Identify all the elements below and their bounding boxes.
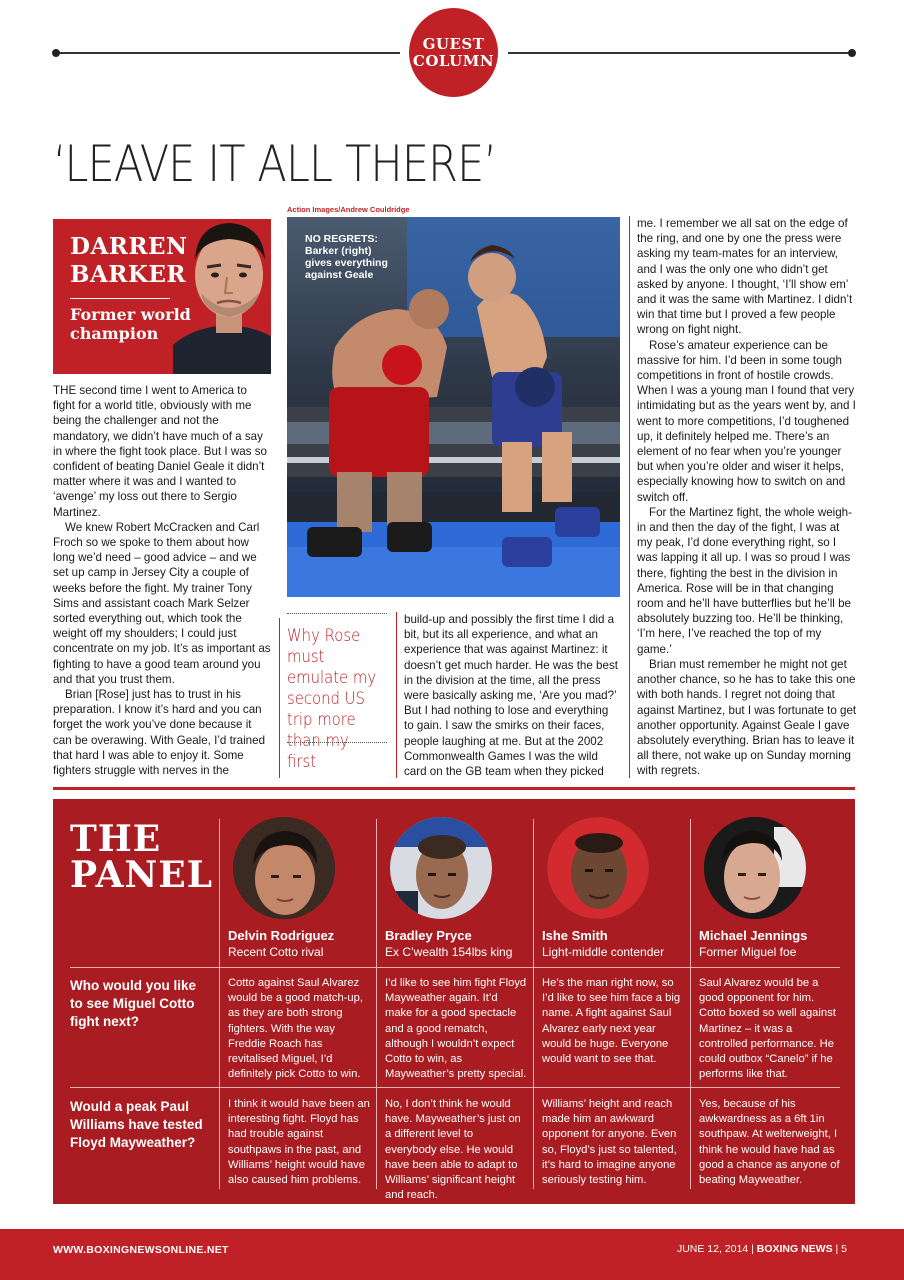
article-paragraph: We knew Robert McCracken and Carl Froch so we spoke to them about how long we’d need – good advice – and we set up camp in Jersey City a couple of weeks before the fight. My trainer Tony Sims and assistant coach Mark Selzer sorted everything out, which took the weight off my shoulders; I could just concentrate on my job. It’s as important as fighting to have a good team around you and that you trust them. xyxy=(53,520,271,686)
article-paragraph: build-up and possibly the first time I did a bit, but its all experience, and what an experience that was against Martinez: it doesn’t get much harder. He was the best in the division at the time, all the press were basically asking me, ‘Are you mad?’ But I had nothing to lose and everything to gain. I saw the smirks on their faces, people laughing at me. But at the 2002 Commonwealth Games I was the wild card on the GB team when they picked xyxy=(404,613,618,779)
author-first-name: DARREN xyxy=(70,233,188,260)
page-footer xyxy=(0,1229,904,1280)
panelist-role: Ex C’wealth 154lbs king xyxy=(385,945,513,959)
footer-separator: | xyxy=(751,1243,754,1255)
footer-publication: BOXING NEWS xyxy=(756,1243,833,1255)
footer-page-number: 5 xyxy=(841,1243,847,1255)
panel-title xyxy=(70,818,214,896)
panelist-photo-smith xyxy=(547,817,649,919)
fight-photo xyxy=(287,217,620,597)
guest-column-badge xyxy=(409,8,498,97)
panel-top-rule xyxy=(53,787,855,790)
panel-divider xyxy=(533,819,534,1189)
panelist-photo-rodriguez xyxy=(233,817,335,919)
article-paragraph: Brian must remember he might not get another chance, so he has to take this one with both hands. I regret not doing that against Martinez, but I was fortunate to get another opportunity. Against Geale I gave absolutely everything. Brian has to leave it all there, not wake up on Sunday morning with regrets. xyxy=(637,657,857,778)
panelist-role: Light-middle contender xyxy=(542,945,665,959)
pullquote: Why Rose must emulate my second US trip more than my first xyxy=(287,626,377,771)
panelist-role: Recent Cotto rival xyxy=(228,945,324,959)
panel-question-2: Would a peak Paul Williams have tested Floyd Mayweather? xyxy=(70,1099,203,1150)
panel-divider xyxy=(219,819,220,1189)
article-column-2 xyxy=(404,612,620,779)
panel-answer: No, I don’t think he would have. Mayweather’s just on a different level to everybody else. He would have been able to adapt to Williams’ significant height and reach. xyxy=(385,1098,521,1202)
panelist-name: Ishe Smith xyxy=(542,928,608,943)
panelist-role: Former Miguel foe xyxy=(699,945,797,959)
badge-line2: COLUMN xyxy=(412,52,495,70)
panel-row-divider xyxy=(70,1087,840,1088)
panel-row-divider xyxy=(70,967,840,968)
photo-credit: Action Images/Andrew Couldridge xyxy=(287,205,410,214)
header-rule-dot-left xyxy=(52,49,60,57)
badge-line1: GUEST xyxy=(422,35,485,53)
panel-divider xyxy=(690,819,691,1189)
footer-separator: | xyxy=(835,1243,839,1255)
panelist-photo-pryce xyxy=(390,817,492,919)
header-rule-left xyxy=(56,52,400,54)
article-paragraph: THE second time I went to America to fight for a world title, obviously with me being the challenger and not the mandatory, we didn’t have much of a say in where the fight took place. But I was so confident of beating Daniel Geale it didn’t matter where it was and I wanted to ‘avenge’ my loss out there to Sergio Martinez. xyxy=(53,384,267,519)
article-paragraph: Brian [Rose] just has to trust in his preparation. I know it’s hard and you can forget the work you’ve done because it can be overawing. With Geale, I’d trained that hard I was able to enjoy it. Some fighters struggle with nerves in the xyxy=(53,688,266,778)
article-paragraph: For the Martinez fight, the whole weigh-in and then the day of the fight, I was at my peak, I’d done everything right, so I was lapping it all up. I was so proud I was there, fighting the best in the division in America. Rose will be in that changing room and he’ll have butterflies but he’ll be absolutely buzzing too. He’ll be thinking, ‘I’m here, I’ve reached the top of my game.’ xyxy=(637,505,852,656)
panelist-name: Bradley Pryce xyxy=(385,928,472,943)
column-divider xyxy=(629,216,630,778)
the-panel xyxy=(53,799,855,1204)
panel-answer: I think it would have been an interesting fight. Floyd has had trouble against southpaws in the past, and Williams’ height would have also caused him problems. xyxy=(228,1098,370,1187)
author-divider xyxy=(70,298,170,299)
panel-answer: Cotto against Saul Alvarez would be a good match-up, as they are both strong fighters. With the way Freddie Roach has revitalised Miguel, I’d definitely pick Cotto to win. xyxy=(228,977,363,1081)
panel-answer: I’d like to see him fight Floyd Mayweather again. It’d make for a good spectacle and a good rematch, although I wouldn’t expect Cotto to win, as Mayweather’s pretty special. xyxy=(385,977,527,1081)
column-divider xyxy=(279,618,280,778)
caption-line: gives everything xyxy=(305,257,388,269)
panel-answer: Saul Alvarez would be a good opponent for him. Cotto boxed so well against Martinez – it was a controlled performance. He could outbox “Canelo” if he performs like that. xyxy=(699,977,836,1081)
author-name xyxy=(70,233,188,289)
author-title-line2: champion xyxy=(70,324,159,343)
caption-label: NO REGRETS: xyxy=(305,233,378,245)
photo-caption xyxy=(305,233,425,281)
author-portrait xyxy=(173,219,271,374)
author-last-name: BARKER xyxy=(70,261,187,288)
panel-title-line1: THE xyxy=(70,818,162,860)
panel-answer: He’s the man right now, so I’d like to see him face a big name. A fight against Saul Alvarez early next year would be huge. Everyone would want to see that. xyxy=(542,977,681,1066)
footer-website: WWW.BOXINGNEWSONLINE.NET xyxy=(53,1244,229,1256)
header-rule-dot-right xyxy=(848,49,856,57)
panelist-name: Michael Jennings xyxy=(699,928,808,943)
panel-title-line2: PANEL xyxy=(70,854,214,896)
panelist-name: Delvin Rodriguez xyxy=(228,928,335,943)
header-rule-right xyxy=(508,52,852,54)
column-divider xyxy=(396,612,397,778)
article-paragraph: me. I remember we all sat on the edge of the ring, and one by one the press were asking my team-mates for an interview, and I was the only one who didn’t get asked by anyone. I thought, ‘I’ll show em’ and it was the same with Martinez. I didn’t win that time but I proved a few people wrong on fight night. xyxy=(637,217,853,337)
caption-line: Barker (right) xyxy=(305,245,372,257)
pullquote-rule-top xyxy=(287,613,387,614)
article-paragraph: Rose’s amateur experience can be massive for him. I’d been in some tough competitions in front of hostile crowds. When I was a young man I found that very intimidating but as the years went by, and I went to more competitions, I’d toughened up, it definitely helped me. There’s an element of no fear when you’re younger but when you’re older and wiser it helps, especially knowing how to switch on and switch off. xyxy=(637,338,856,504)
article-column-3 xyxy=(637,216,857,779)
author-box xyxy=(53,219,271,374)
article-column-1 xyxy=(53,383,271,778)
panel-answer: Williams’ height and reach made him an awkward opponent for anyone. Even so, Floyd’s just so talented, it’s hard to imagine anyone seriously testing him. xyxy=(542,1098,677,1187)
footer-date: JUNE 12, 2014 xyxy=(676,1243,749,1255)
panel-answer: Yes, because of his awkwardness as a 6ft 1in southpaw. At welterweight, I think he would have had as good a chance as anyone of beating Mayweather. xyxy=(699,1098,840,1187)
headline: ‘LEAVE IT ALL THERE’ xyxy=(53,135,497,193)
caption-line: against Geale xyxy=(305,269,374,281)
panelist-photo-jennings xyxy=(704,817,806,919)
author-title-line1: Former world xyxy=(70,305,191,324)
panel-question-1: Who would you like to see Miguel Cotto fight next? xyxy=(70,978,196,1029)
panel-divider xyxy=(376,819,377,1189)
pullquote-rule-bottom xyxy=(287,742,387,743)
footer-folio xyxy=(677,1243,847,1255)
